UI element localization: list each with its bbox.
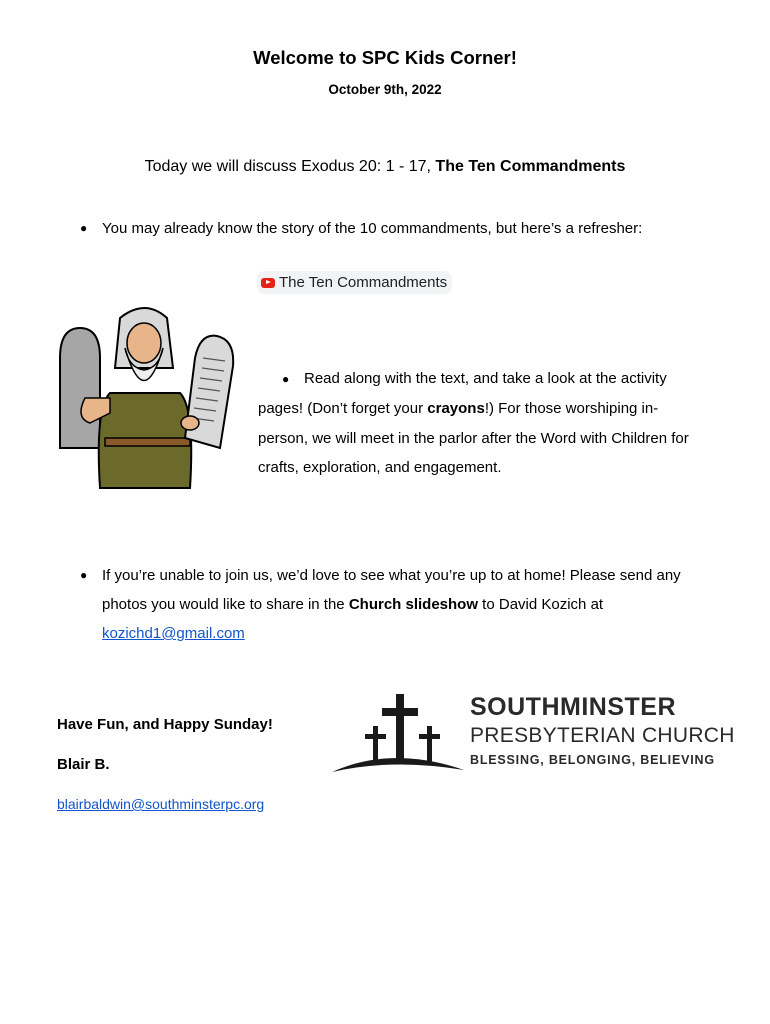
- intro-bold: The Ten Commandments: [435, 158, 626, 175]
- bullet-read-along: [258, 364, 698, 482]
- logo-tagline: BLESSING, BELONGING, BELIEVING: [470, 753, 715, 767]
- church-crosses-icon: [332, 690, 467, 775]
- logo-name: SOUTHMINSTER: [470, 693, 676, 721]
- bullet-photos-text1: If you’re unable to join us, we’d love to see what you’re up to at home! Please send any photos you would like to share in the: [102, 567, 681, 613]
- slideshow-bold: Church slideshow: [348, 596, 479, 613]
- crayons-bold: crayons: [427, 400, 485, 418]
- page-title: Welcome to SPC Kids Corner!: [253, 47, 517, 68]
- bullet-dot: ●: [80, 221, 88, 235]
- moses-illustration: [55, 298, 240, 493]
- date: October 9th, 2022: [328, 82, 442, 97]
- bullet-refresher: [80, 214, 720, 243]
- bullet-refresher-text: You may already know the story of the 10 commandments, but here’s a refresher:: [102, 220, 643, 237]
- bullet-photos-text: [102, 561, 720, 648]
- video-chip[interactable]: [257, 271, 452, 294]
- closing-signature: Blair B.: [57, 756, 110, 773]
- bullet-photos-text2: to David Kozich at: [478, 596, 604, 613]
- bullet-photos: [80, 561, 720, 648]
- video-chip-label: The Ten Commandments: [279, 274, 448, 291]
- logo-subname: PRESBYTERIAN CHURCH: [470, 724, 735, 747]
- youtube-icon: [261, 278, 275, 288]
- intro-plain: Today we will discuss Exodus 20: 1 - 17,: [144, 158, 436, 175]
- bullet-dot: ●: [282, 372, 290, 386]
- kozich-email-link[interactable]: kozichd1@gmail.com: [102, 625, 245, 642]
- intro-text: [0, 158, 770, 176]
- bullet-read-along-text1: Read along with the text, and take a look at the activity pages! (Don’t forget your: [258, 370, 667, 418]
- bullet-dot: ●: [80, 568, 88, 582]
- bullet-read-along-text2: !) For those worshiping in-person, we will meet in the parlor after the Word with Children for crafts, exploration, and engagement.: [258, 400, 689, 476]
- blair-email-link[interactable]: blairbaldwin@southminsterpc.org: [57, 796, 265, 812]
- closing-greeting: Have Fun, and Happy Sunday!: [57, 716, 273, 733]
